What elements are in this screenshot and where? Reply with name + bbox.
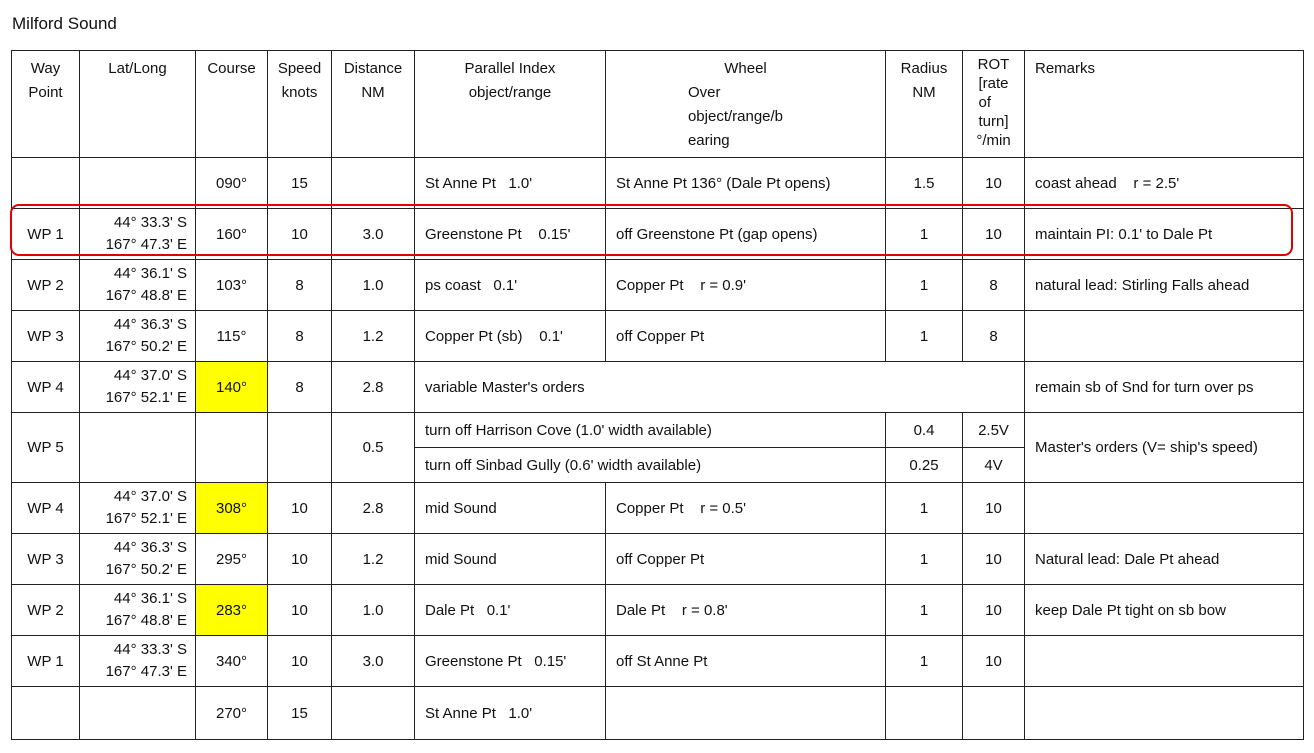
- waypoint-cell: WP 3: [12, 311, 80, 362]
- speed-cell: 10: [268, 585, 332, 636]
- course-cell: 340°: [196, 636, 268, 687]
- speed-cell: 10: [268, 636, 332, 687]
- latitude: 44° 36.3' S: [113, 316, 187, 333]
- distance-cell: [332, 158, 415, 209]
- remarks-cell: Natural lead: Dale Pt ahead: [1025, 534, 1304, 585]
- remarks-cell: natural lead: Stirling Falls ahead: [1025, 260, 1304, 311]
- radius-cell: 1: [886, 483, 963, 534]
- parallel-index-cell: Greenstone Pt 0.15': [415, 209, 606, 260]
- latlong-cell: [80, 483, 196, 534]
- wheel-over-cell: off St Anne Pt: [606, 636, 886, 687]
- distance-cell: 1.0: [332, 585, 415, 636]
- latitude: 44° 36.1' S: [113, 265, 187, 282]
- latlong-cell: [80, 362, 196, 413]
- remarks-cell: Master's orders (V= ship's speed): [1025, 413, 1304, 483]
- radius-cell: 0.4: [886, 413, 963, 448]
- speed-cell: 10: [268, 534, 332, 585]
- wheel-over-cell: Copper Pt r = 0.5': [606, 483, 886, 534]
- rot-cell: 10: [963, 209, 1025, 260]
- latitude: 44° 33.3' S: [113, 641, 187, 658]
- header-radius: Radius NM: [886, 51, 963, 158]
- wheel-over-cell: off Copper Pt: [606, 534, 886, 585]
- waypoint-cell: WP 2: [12, 260, 80, 311]
- rot-cell: 4V: [963, 448, 1025, 483]
- distance-cell: 2.8: [332, 483, 415, 534]
- parallel-index-cell: ps coast 0.1': [415, 260, 606, 311]
- passage-plan-table: [11, 50, 1304, 740]
- course-cell: 308°: [196, 483, 268, 534]
- table-row: [12, 260, 1304, 311]
- rot-cell: 10: [963, 158, 1025, 209]
- distance-cell: 3.0: [332, 636, 415, 687]
- remarks-cell: [1025, 483, 1304, 534]
- remarks-cell: keep Dale Pt tight on sb bow: [1025, 585, 1304, 636]
- distance-cell: 1.2: [332, 311, 415, 362]
- latlong-cell: [80, 585, 196, 636]
- header-course: Course: [196, 51, 268, 158]
- header-parallel-index: Parallel Index object/range: [415, 51, 606, 158]
- radius-cell: 0.25: [886, 448, 963, 483]
- course-cell: 103°: [196, 260, 268, 311]
- distance-cell: 3.0: [332, 209, 415, 260]
- radius-cell: [886, 687, 963, 740]
- latitude: 44° 33.3' S: [113, 214, 187, 231]
- speed-cell: 8: [268, 260, 332, 311]
- header-waypoint: Way Point: [12, 51, 80, 158]
- table-row: [12, 534, 1304, 585]
- wheel-over-cell: Dale Pt r = 0.8': [606, 585, 886, 636]
- turn-note-cell: turn off Harrison Cove (1.0' width available): [415, 413, 886, 448]
- table-row: [12, 413, 1304, 448]
- distance-cell: [332, 687, 415, 740]
- distance-cell: 1.2: [332, 534, 415, 585]
- radius-cell: 1: [886, 311, 963, 362]
- waypoint-cell: WP 4: [12, 483, 80, 534]
- parallel-index-cell: St Anne Pt 1.0': [415, 687, 606, 740]
- latlong-cell: [80, 311, 196, 362]
- course-cell: 160°: [196, 209, 268, 260]
- rot-cell: 10: [963, 585, 1025, 636]
- table-row: [12, 483, 1304, 534]
- speed-cell: 10: [268, 483, 332, 534]
- header-wheel: Wheel Over object/range/b earing: [606, 51, 886, 158]
- parallel-index-cell: Copper Pt (sb) 0.1': [415, 311, 606, 362]
- latitude: 44° 36.1' S: [113, 590, 187, 607]
- waypoint-cell: [12, 158, 80, 209]
- wheel-over-cell: St Anne Pt 136° (Dale Pt opens): [606, 158, 886, 209]
- radius-cell: 1: [886, 585, 963, 636]
- speed-cell: 15: [268, 158, 332, 209]
- parallel-index-cell: Greenstone Pt 0.15': [415, 636, 606, 687]
- wheel-over-cell: [606, 687, 886, 740]
- speed-cell: 8: [268, 311, 332, 362]
- course-cell: 140°: [196, 362, 268, 413]
- course-cell: 295°: [196, 534, 268, 585]
- latlong-cell: [80, 534, 196, 585]
- radius-cell: 1: [886, 636, 963, 687]
- table-row: [12, 636, 1304, 687]
- latitude: 44° 37.0' S: [113, 367, 187, 384]
- header-latlong: Lat/Long: [80, 51, 196, 158]
- orders-cell: variable Master's orders: [415, 362, 1025, 413]
- table-row: [12, 158, 1304, 209]
- table-row: [12, 362, 1304, 413]
- header-remarks: Remarks: [1025, 51, 1304, 158]
- remarks-cell: [1025, 687, 1304, 740]
- table-row: [12, 311, 1304, 362]
- course-cell: 270°: [196, 687, 268, 740]
- rot-cell: 10: [963, 636, 1025, 687]
- waypoint-cell: [12, 687, 80, 740]
- longitude: 167° 48.8' E: [105, 612, 187, 629]
- longitude: 167° 50.2' E: [105, 561, 187, 578]
- header-distance: Distance NM: [332, 51, 415, 158]
- table-row: [12, 209, 1304, 260]
- rot-cell: 8: [963, 260, 1025, 311]
- radius-cell: 1: [886, 209, 963, 260]
- table-row: [12, 687, 1304, 740]
- latitude: 44° 36.3' S: [113, 539, 187, 556]
- course-cell: 115°: [196, 311, 268, 362]
- latlong-cell: [80, 413, 196, 483]
- distance-cell: 1.0: [332, 260, 415, 311]
- waypoint-cell: WP 3: [12, 534, 80, 585]
- header-rot: ROT [rate of turn] °/min: [963, 51, 1025, 158]
- parallel-index-cell: Dale Pt 0.1': [415, 585, 606, 636]
- distance-cell: 0.5: [332, 413, 415, 483]
- wheel-over-cell: off Copper Pt: [606, 311, 886, 362]
- waypoint-cell: WP 2: [12, 585, 80, 636]
- latlong-cell: [80, 687, 196, 740]
- latlong-cell: [80, 260, 196, 311]
- distance-cell: 2.8: [332, 362, 415, 413]
- header-row: [12, 51, 1304, 158]
- rot-cell: [963, 687, 1025, 740]
- latlong-cell: [80, 209, 196, 260]
- latitude: 44° 37.0' S: [113, 488, 187, 505]
- course-cell: [196, 413, 268, 483]
- document-title: Milford Sound: [12, 14, 117, 33]
- longitude: 167° 47.3' E: [105, 663, 187, 680]
- waypoint-cell: WP 5: [12, 413, 80, 483]
- remarks-cell: maintain PI: 0.1' to Dale Pt: [1025, 209, 1304, 260]
- rot-cell: 8: [963, 311, 1025, 362]
- waypoint-cell: WP 4: [12, 362, 80, 413]
- parallel-index-cell: mid Sound: [415, 483, 606, 534]
- speed-cell: 8: [268, 362, 332, 413]
- radius-cell: 1: [886, 534, 963, 585]
- speed-cell: [268, 413, 332, 483]
- longitude: 167° 52.1' E: [105, 389, 187, 406]
- longitude: 167° 50.2' E: [105, 338, 187, 355]
- longitude: 167° 48.8' E: [105, 287, 187, 304]
- rot-cell: 10: [963, 483, 1025, 534]
- longitude: 167° 47.3' E: [105, 236, 187, 253]
- parallel-index-cell: St Anne Pt 1.0': [415, 158, 606, 209]
- header-speed: Speed knots: [268, 51, 332, 158]
- course-cell: 090°: [196, 158, 268, 209]
- turn-note-cell: turn off Sinbad Gully (0.6' width available): [415, 448, 886, 483]
- remarks-cell: remain sb of Snd for turn over ps: [1025, 362, 1304, 413]
- wheel-over-cell: Copper Pt r = 0.9': [606, 260, 886, 311]
- latlong-cell: [80, 636, 196, 687]
- longitude: 167° 52.1' E: [105, 510, 187, 527]
- speed-cell: 10: [268, 209, 332, 260]
- table-row: [12, 585, 1304, 636]
- speed-cell: 15: [268, 687, 332, 740]
- waypoint-cell: WP 1: [12, 209, 80, 260]
- radius-cell: 1.5: [886, 158, 963, 209]
- remarks-cell: coast ahead r = 2.5': [1025, 158, 1304, 209]
- course-cell: 283°: [196, 585, 268, 636]
- radius-cell: 1: [886, 260, 963, 311]
- latlong-cell: [80, 158, 196, 209]
- remarks-cell: [1025, 636, 1304, 687]
- parallel-index-cell: mid Sound: [415, 534, 606, 585]
- rot-cell: 2.5V: [963, 413, 1025, 448]
- wheel-over-cell: off Greenstone Pt (gap opens): [606, 209, 886, 260]
- waypoint-cell: WP 1: [12, 636, 80, 687]
- remarks-cell: [1025, 311, 1304, 362]
- rot-cell: 10: [963, 534, 1025, 585]
